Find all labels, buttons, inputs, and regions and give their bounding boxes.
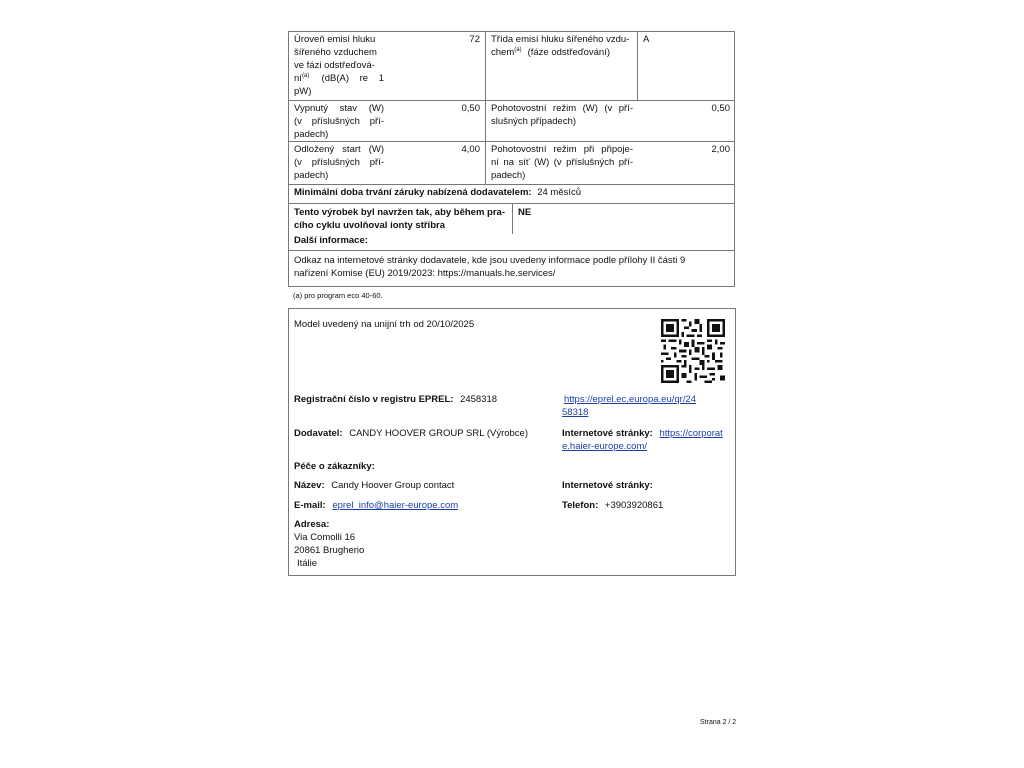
address-street: Via Comolli 16 — [294, 532, 356, 543]
supplier-label: Dodavatel: — [294, 428, 343, 439]
email-row — [294, 499, 458, 512]
address-block — [294, 518, 364, 570]
website-label: Internetové stránky: — [562, 428, 653, 439]
eprel-label: Registrační číslo v registru EPREL: — [294, 394, 454, 405]
address-label: Adresa: — [294, 519, 330, 530]
silver-ions-label: Tento výrobek byl navržen tak, aby během pra- cího cyklu uvolňoval ionty stříbra — [294, 207, 505, 231]
eprel-row — [294, 393, 497, 406]
email-link[interactable]: eprel_info@haier-europe.com — [332, 500, 459, 511]
phone-row — [562, 499, 663, 512]
eprel-link[interactable]: https://eprel.ec.europa.eu/qr/24 58318 — [562, 394, 697, 418]
standby-label: Pohotovostní režim (W) (v pří- slušných případech) — [491, 103, 633, 127]
eprel-number: 2458318 — [460, 394, 498, 405]
noise-emission-value: 72 — [469, 34, 480, 45]
label-line: šířeného vzduchem — [294, 47, 377, 58]
supplier-link-note: Odkaz na internetové stránky dodavatele, kde jsou uvedeny informace podle přílohy II části 9 nařízení Komise (EU) 2019/2023: https://manuals.he.services/ — [294, 255, 686, 279]
footnote-marker: (a) — [514, 46, 522, 53]
phone-label: Telefon: — [562, 500, 599, 511]
delay-start-label: Odložený start (W) (v příslušných pří- padech) — [294, 144, 384, 181]
warranty-row — [294, 186, 581, 199]
label-line: ve fázi odstřeďová- — [294, 60, 375, 71]
email-label: E-mail: — [294, 500, 326, 511]
noise-class-value: A — [643, 34, 650, 45]
customer-care-heading: Péče o zákazníky: — [294, 461, 375, 472]
networked-standby-value: 2,00 — [711, 144, 730, 155]
address-city: 20861 Brugherio — [294, 545, 365, 556]
market-date: Model uvedený na unijní trh od 20/10/2025 — [294, 319, 475, 330]
contact-website-label: Internetové stránky: — [562, 480, 653, 491]
contact-name-value: Candy Hoover Group contact — [331, 480, 455, 491]
networked-standby-label: Pohotovostní režim při připoje- ní na síť (W) (v příslušných pří- padech) — [491, 144, 633, 181]
noise-class-label: Třída emisí hluku šířeného vzdu- chem$^{(a)}$ (fáze odstřeďování) — [491, 34, 630, 58]
address-country: Itálie — [297, 558, 318, 569]
warranty-label: Minimální doba trvání záruky nabízená dodavatelem: — [294, 187, 532, 198]
label-line: Úroveň emisí hluku — [294, 34, 376, 45]
label-line: $ní^{(a)}$ (dB(A) re 1 — [294, 72, 384, 84]
website-link-cont[interactable]: e.haier-europe.com/ — [562, 441, 648, 452]
warranty-value: 24 měsíců — [537, 187, 582, 198]
more-info-label: Další informace: — [294, 235, 368, 246]
contact-name-row — [294, 479, 454, 492]
label-line: pW) — [294, 86, 312, 97]
website-link[interactable]: https://corporat — [659, 428, 723, 439]
standby-value: 0,50 — [711, 103, 730, 114]
off-mode-label: Vypnutý stav (W) (v příslušných pří- padech) — [294, 103, 384, 140]
delay-start-value: 4,00 — [461, 144, 480, 155]
phone-value: +3903920861 — [604, 500, 664, 511]
silver-ions-value: NE — [518, 207, 532, 218]
page-number: Strana 2 / 2 — [700, 719, 737, 726]
website-row — [562, 427, 734, 453]
supplier-row — [294, 427, 528, 440]
footnote-marker: (a) — [301, 72, 310, 79]
supplier-value: CANDY HOOVER GROUP SRL (Výrobce) — [349, 428, 529, 439]
contact-name-label: Název: — [294, 480, 325, 491]
footnote: (a) pro program eco 40-60. — [293, 291, 383, 300]
qr-code-icon[interactable] — [661, 319, 725, 383]
noise-emission-label — [294, 33, 384, 98]
off-mode-value: 0,50 — [461, 103, 480, 114]
